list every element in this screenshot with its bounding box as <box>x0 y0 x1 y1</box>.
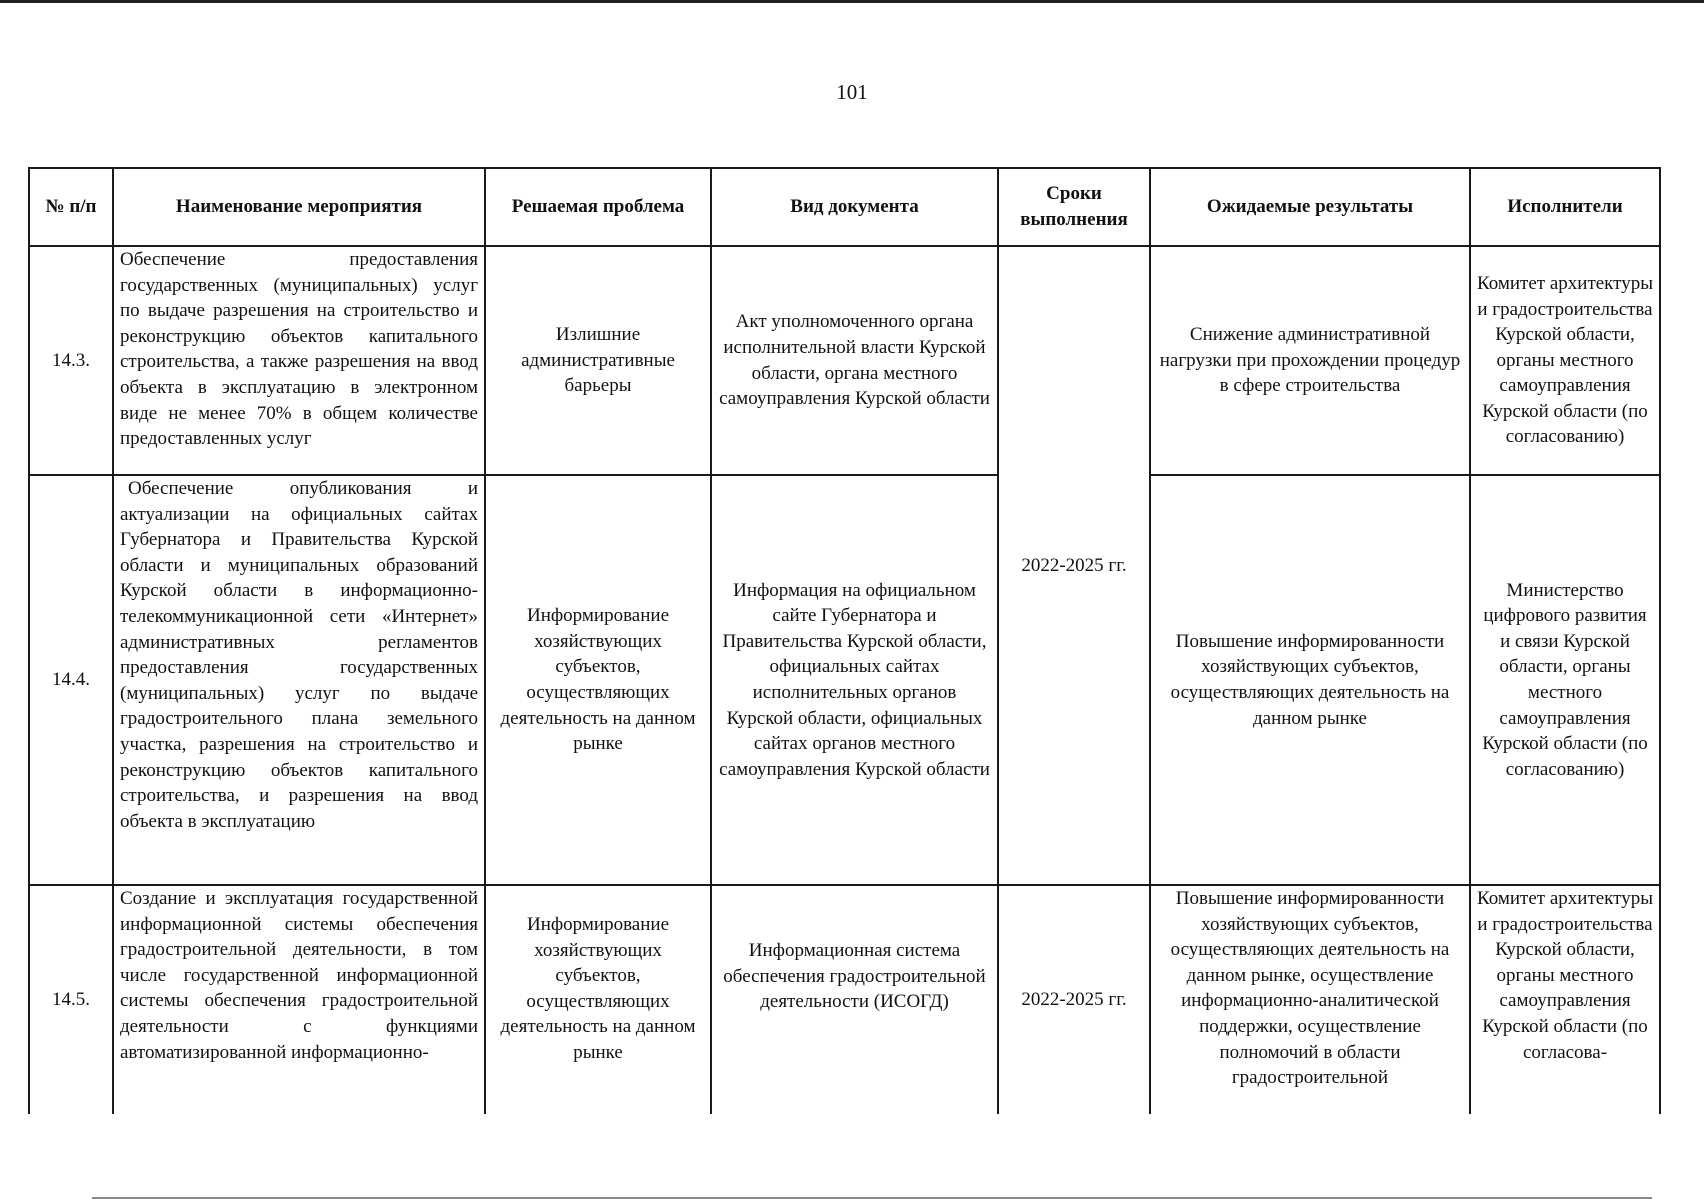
header-term: Сроки выполнения <box>998 168 1150 246</box>
document-cell: Акт уполномоченного органа исполнительной власти Курской области, органа местного самоуправления Курской области <box>711 246 998 475</box>
header-doc: Вид документа <box>711 168 998 246</box>
row-number: 14.3. <box>29 246 113 475</box>
page-bottom-edge <box>92 1197 1652 1199</box>
results-cell: Повышение информированности хозяйствующих субъектов, осуществляющих деятельность на данном рынке <box>1150 475 1470 885</box>
header-problem: Решаемая проблема <box>485 168 711 246</box>
measure-name: Обеспечение предоставления государственных (муниципальных) услуг по выдаче разрешения на строительство и реконструкцию объектов капитального строительства, а также разрешения на ввод объекта в эксплуатацию в электронном виде не менее 70% в общем количестве предоставленных услуг <box>113 246 485 475</box>
header-num: № п/п <box>29 168 113 246</box>
document-cell: Информация на официальном сайте Губернатора и Правительства Курской области, официальных сайтах исполнительных органов Курской области, официальных сайтах органов местного самоуправления Курской области <box>711 475 998 885</box>
header-exec: Исполнители <box>1470 168 1660 246</box>
page-top-border <box>0 0 1704 3</box>
header-name: Наименование мероприятия <box>113 168 485 246</box>
term-cell-merged: 2022-2025 гг. <box>998 246 1150 885</box>
executors-cell: Комитет архитектуры и градостроительства Курской области, органы местного самоуправления Курской области (по согласова- <box>1470 885 1660 1114</box>
row-number: 14.4. <box>29 475 113 885</box>
page-number: 101 <box>836 80 868 104</box>
table-row <box>29 475 1660 885</box>
row-number: 14.5. <box>29 885 113 1114</box>
executors-cell: Комитет архитектуры и градостроительства Курской области, органы местного самоуправления Курской области (по согласованию) <box>1470 246 1660 475</box>
problem-cell: Излишние административные барьеры <box>485 246 711 475</box>
results-cell: Снижение административной нагрузки при прохождении процедур в сфере строительства <box>1150 246 1470 475</box>
term-cell: 2022-2025 гг. <box>998 885 1150 1114</box>
table-row <box>29 246 1660 475</box>
problem-cell: Информирование хозяйствующих субъектов, осуществляющих деятельность на данном рынке <box>485 475 711 885</box>
executors-cell: Министерство цифрового развития и связи Курской области, органы местного самоуправления Курской области (по согласованию) <box>1470 475 1660 885</box>
table-row <box>29 885 1660 1114</box>
problem-cell: Информирование хозяйствующих субъектов, осуществляющих деятельность на данном рынке <box>485 885 711 1114</box>
measures-table <box>28 167 1661 1114</box>
header-results: Ожидаемые результаты <box>1150 168 1470 246</box>
document-cell: Информационная система обеспечения градостроительной деятельности (ИСОГД) <box>711 885 998 1114</box>
header-row <box>29 168 1660 246</box>
results-cell: Повышение информированности хозяйствующих субъектов, осуществляющих деятельность на данном рынке, осуществление информационно-аналитической поддержки, осуществление полномочий в области градостроительной <box>1150 885 1470 1114</box>
measure-name: Обеспечение опубликования и актуализации на официальных сайтах Губернатора и Правительства Курской области и муниципальных образований Курской области в информационно-телекоммуникационной сети «Интернет» административных регламентов предоставления государственных (муниципальных) услуг по выдаче градостроительного плана земельного участка, разрешения на строительство и реконструкцию объектов капитального строительства, и разрешения на ввод объекта в эксплуатацию <box>113 475 485 885</box>
measure-name: Создание и эксплуатация государственной информационной системы обеспечения градостроительной деятельности, в том числе государственной информационной системы обеспечения градостроительной деятельности с функциями автоматизированной информационно- <box>113 885 485 1114</box>
